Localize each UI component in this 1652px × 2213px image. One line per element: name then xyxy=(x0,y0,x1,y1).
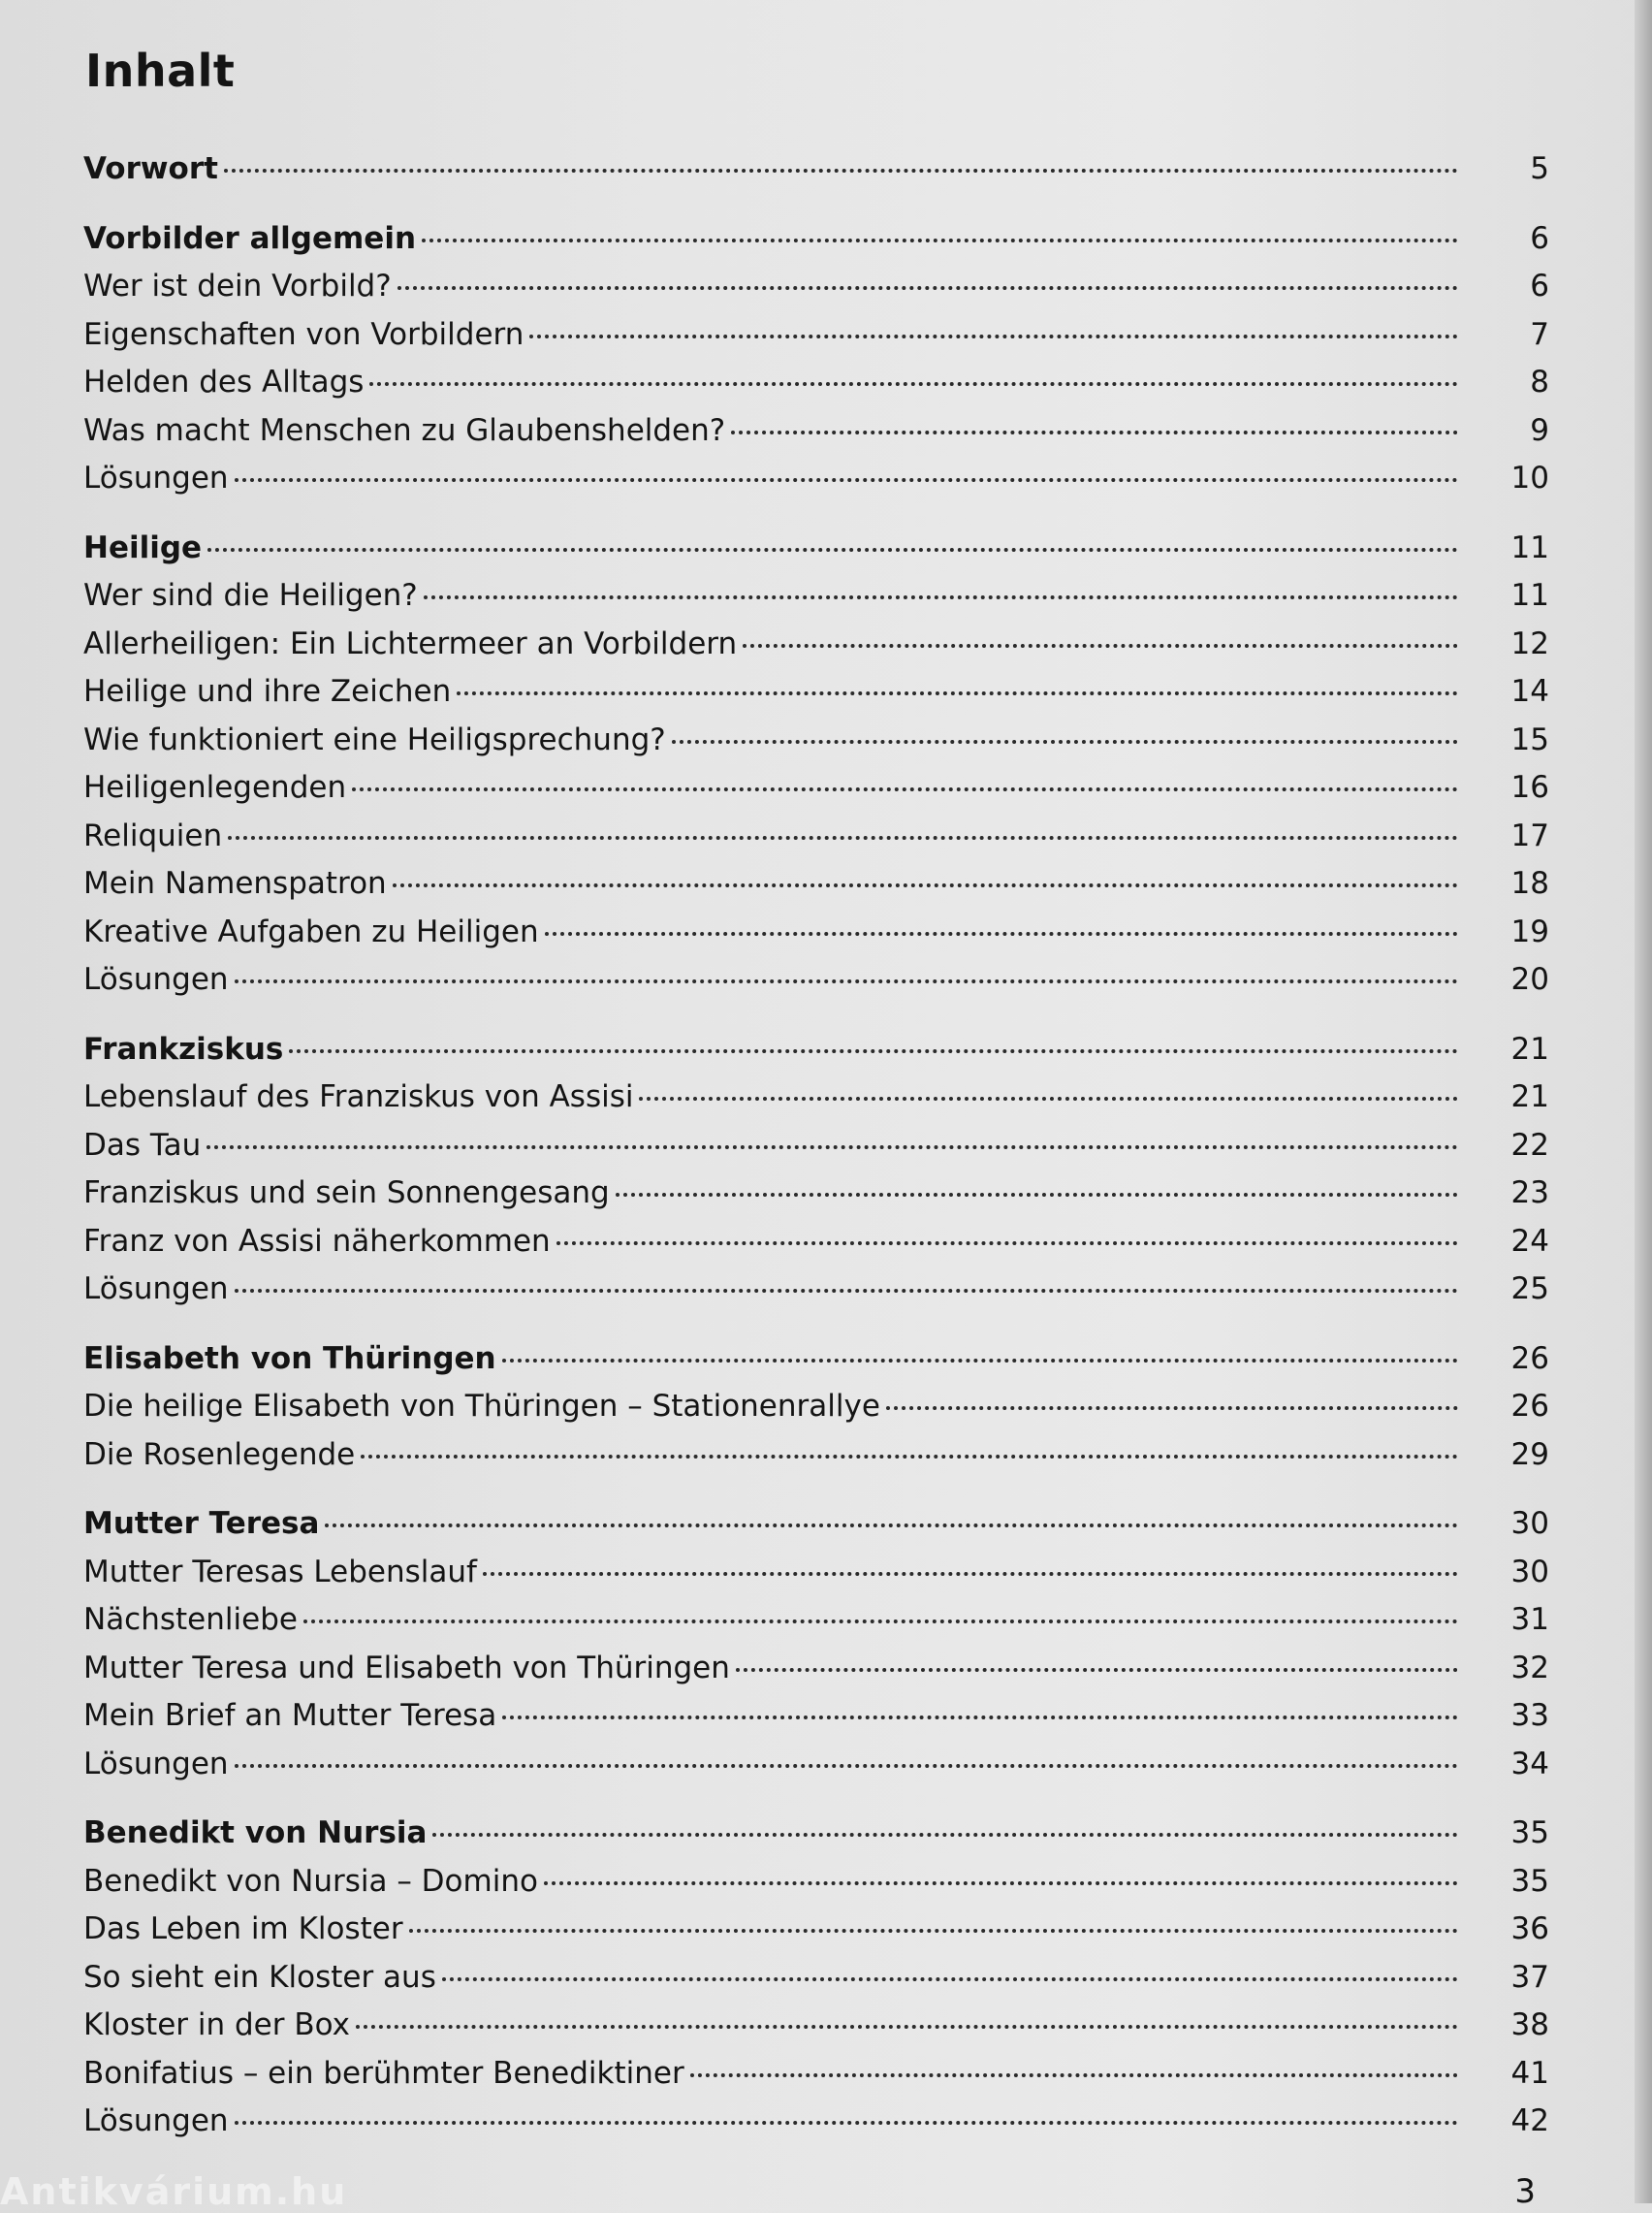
dot-leader xyxy=(442,1977,1458,1981)
toc-entry xyxy=(83,1741,1549,1789)
watermark: Antikvárium.hu xyxy=(0,2170,348,2213)
dot-leader xyxy=(690,2073,1458,2077)
toc-entry-label: Lösungen xyxy=(83,1271,229,1306)
dot-leader xyxy=(502,1716,1458,1719)
dot-leader xyxy=(639,1097,1458,1101)
toc-page-number: 34 xyxy=(1510,1746,1549,1781)
toc-page-number: 11 xyxy=(1510,529,1549,565)
toc-entry-label: Die heilige Elisabeth von Thüringen – Stationenrallye xyxy=(83,1389,880,1424)
toc-page-number: 16 xyxy=(1510,770,1549,805)
toc-page-number: 21 xyxy=(1510,1079,1549,1114)
table-of-contents xyxy=(83,145,1549,2167)
toc-page-number: 5 xyxy=(1530,151,1549,186)
toc-entry-label: Helden des Alltags xyxy=(83,365,365,400)
toc-section-heading xyxy=(83,1500,1549,1549)
toc-page-number: 37 xyxy=(1510,1959,1549,1995)
toc-entry-label: Lösungen xyxy=(83,461,229,496)
toc-page-number: 30 xyxy=(1510,1506,1549,1541)
dot-leader xyxy=(369,382,1458,386)
dot-leader xyxy=(235,478,1458,482)
toc-entry-label: Das Leben im Kloster xyxy=(83,1911,403,1946)
dot-leader xyxy=(457,691,1458,695)
dot-leader xyxy=(556,1241,1458,1245)
toc-page-number: 35 xyxy=(1510,1863,1549,1899)
toc-page-number: 12 xyxy=(1510,625,1549,661)
toc-entry-label: Mein Brief an Mutter Teresa xyxy=(83,1698,497,1733)
toc-page-number: 33 xyxy=(1510,1698,1549,1733)
toc-entry-label: Wer sind die Heiligen? xyxy=(83,578,418,613)
dot-leader xyxy=(235,1764,1458,1768)
toc-page-number: 6 xyxy=(1530,269,1549,304)
toc-entry xyxy=(83,909,1549,957)
toc-entry-label: Kreative Aufgaben zu Heiligen xyxy=(83,914,539,949)
dot-leader xyxy=(483,1572,1458,1576)
toc-page-number: 29 xyxy=(1510,1436,1549,1472)
toc-entry xyxy=(83,407,1549,456)
dot-leader xyxy=(544,1881,1458,1885)
dot-leader xyxy=(545,932,1458,936)
toc-entry-label: Kloster in der Box xyxy=(83,2007,350,2042)
toc-section-heading xyxy=(83,145,1549,194)
page-number: 3 xyxy=(1514,2172,1536,2211)
dot-leader xyxy=(356,2025,1458,2029)
toc-page-number: 41 xyxy=(1510,2055,1549,2091)
toc-heading-label: Vorwort xyxy=(83,151,218,186)
toc-page-number: 25 xyxy=(1510,1271,1549,1306)
toc-entry-label: Was macht Menschen zu Glaubenshelden? xyxy=(83,412,726,448)
toc-entry-label: Lösungen xyxy=(83,962,229,997)
dot-leader xyxy=(502,1359,1458,1363)
toc-entry xyxy=(83,2050,1549,2099)
dot-leader xyxy=(731,431,1458,434)
toc-entry xyxy=(83,668,1549,717)
toc-entry xyxy=(83,1692,1549,1741)
toc-entry xyxy=(83,2098,1549,2146)
toc-page-number: 22 xyxy=(1510,1127,1549,1163)
toc-page-number: 8 xyxy=(1530,365,1549,400)
toc-page-number: 26 xyxy=(1510,1340,1549,1376)
toc-section xyxy=(83,145,1549,194)
dot-leader xyxy=(736,1668,1458,1672)
toc-entry xyxy=(83,1431,1549,1480)
dot-leader xyxy=(303,1620,1458,1623)
dot-leader xyxy=(529,335,1458,338)
toc-page-number: 15 xyxy=(1510,722,1549,757)
toc-entry-label: Eigenschaften von Vorbildern xyxy=(83,316,524,352)
page-edge-shadow xyxy=(1635,0,1652,2203)
dot-leader xyxy=(361,1455,1458,1459)
dot-leader xyxy=(235,979,1458,983)
toc-entry xyxy=(83,311,1549,360)
toc-entry xyxy=(83,1170,1549,1218)
toc-entry-label: Mutter Teresa und Elisabeth von Thüringen xyxy=(83,1650,730,1685)
toc-page-number: 21 xyxy=(1510,1031,1549,1067)
dot-leader xyxy=(672,740,1458,744)
toc-entry-label: Heiligenlegenden xyxy=(83,770,347,805)
toc-entry xyxy=(83,1266,1549,1314)
dot-leader xyxy=(616,1193,1458,1197)
dot-leader xyxy=(432,1833,1458,1837)
toc-entry xyxy=(83,860,1549,909)
toc-entry xyxy=(83,621,1549,669)
toc-section-heading xyxy=(83,1335,1549,1384)
toc-heading-label: Heilige xyxy=(83,529,203,565)
toc-entry-label: Franziskus und sein Sonnengesang xyxy=(83,1175,610,1210)
toc-heading-label: Frankziskus xyxy=(83,1031,284,1067)
toc-page-number: 32 xyxy=(1510,1650,1549,1685)
toc-entry xyxy=(83,2002,1549,2050)
toc-section-heading xyxy=(83,525,1549,573)
toc-page-number: 24 xyxy=(1510,1223,1549,1259)
toc-section xyxy=(83,215,1549,503)
dot-leader xyxy=(224,169,1458,173)
toc-entry xyxy=(83,717,1549,765)
toc-entry-label: Wie funktioniert eine Heiligsprechung? xyxy=(83,722,666,757)
toc-entry-label: Bonifatius – ein berühmter Benediktiner xyxy=(83,2055,684,2091)
toc-section-heading xyxy=(83,1026,1549,1074)
dot-leader xyxy=(228,836,1458,840)
toc-entry xyxy=(83,455,1549,503)
toc-entry xyxy=(83,359,1549,407)
toc-entry xyxy=(83,1383,1549,1431)
dot-leader xyxy=(424,595,1458,599)
toc-heading-label: Vorbilder allgemein xyxy=(83,220,417,256)
toc-page-number: 38 xyxy=(1510,2007,1549,2042)
toc-page-number: 42 xyxy=(1510,2103,1549,2138)
toc-page-number: 10 xyxy=(1510,461,1549,496)
toc-heading-label: Elisabeth von Thüringen xyxy=(83,1340,496,1376)
toc-entry xyxy=(83,1074,1549,1122)
toc-entry xyxy=(83,956,1549,1005)
toc-entry xyxy=(83,1954,1549,2003)
toc-section xyxy=(83,1335,1549,1480)
dot-leader xyxy=(235,1289,1458,1293)
toc-entry xyxy=(83,1122,1549,1171)
toc-page-number: 26 xyxy=(1510,1389,1549,1424)
toc-page-number: 19 xyxy=(1510,914,1549,949)
toc-entry xyxy=(83,1645,1549,1693)
dot-leader xyxy=(886,1406,1458,1410)
page-title: Inhalt xyxy=(85,45,236,97)
toc-entry-label: Reliquien xyxy=(83,818,223,853)
dot-leader xyxy=(422,239,1458,242)
toc-section-heading xyxy=(83,1810,1549,1858)
toc-heading-label: Mutter Teresa xyxy=(83,1506,320,1541)
toc-page-number: 11 xyxy=(1510,578,1549,613)
dot-leader xyxy=(207,548,1458,552)
toc-page-number: 6 xyxy=(1530,220,1549,256)
toc-page-number: 35 xyxy=(1510,1815,1549,1850)
toc-entry-label: So sieht ein Kloster aus xyxy=(83,1959,436,1995)
toc-entry-label: Allerheiligen: Ein Lichtermeer an Vorbildern xyxy=(83,625,738,661)
dot-leader xyxy=(206,1145,1458,1149)
toc-entry-label: Heilige und ihre Zeichen xyxy=(83,674,452,709)
toc-entry-label: Lebenslauf des Franziskus von Assisi xyxy=(83,1079,634,1114)
toc-page-number: 7 xyxy=(1530,316,1549,352)
toc-entry xyxy=(83,1596,1549,1645)
toc-page-number: 36 xyxy=(1510,1911,1549,1946)
toc-entry xyxy=(83,813,1549,861)
dot-leader xyxy=(325,1523,1458,1527)
toc-entry xyxy=(83,572,1549,621)
toc-page-number: 17 xyxy=(1510,818,1549,853)
toc-page-number: 14 xyxy=(1510,674,1549,709)
dot-leader xyxy=(352,787,1458,791)
toc-entry-label: Lösungen xyxy=(83,1746,229,1781)
toc-entry-label: Wer ist dein Vorbild? xyxy=(83,269,392,304)
toc-entry xyxy=(83,1858,1549,1907)
toc-section xyxy=(83,525,1549,1005)
toc-section-heading xyxy=(83,215,1549,264)
dot-leader xyxy=(743,644,1458,648)
dot-leader xyxy=(235,2121,1458,2125)
toc-entry xyxy=(83,1549,1549,1597)
dot-leader xyxy=(397,286,1458,290)
toc-entry xyxy=(83,263,1549,311)
toc-page-number: 18 xyxy=(1510,866,1549,901)
toc-entry xyxy=(83,764,1549,813)
toc-heading-label: Benedikt von Nursia xyxy=(83,1815,428,1850)
toc-entry xyxy=(83,1906,1549,1954)
toc-entry-label: Mutter Teresas Lebenslauf xyxy=(83,1554,477,1589)
toc-section xyxy=(83,1810,1549,2146)
toc-page-number: 23 xyxy=(1510,1175,1549,1210)
toc-entry-label: Mein Namenspatron xyxy=(83,866,387,901)
toc-entry-label: Benedikt von Nursia – Domino xyxy=(83,1863,538,1899)
toc-entry-label: Nächstenliebe xyxy=(83,1602,298,1637)
toc-page-number: 30 xyxy=(1510,1554,1549,1589)
toc-entry-label: Franz von Assisi näherkommen xyxy=(83,1223,551,1259)
dot-leader xyxy=(409,1929,1458,1933)
toc-section xyxy=(83,1500,1549,1788)
toc-entry xyxy=(83,1218,1549,1267)
toc-section xyxy=(83,1026,1549,1314)
toc-entry-label: Das Tau xyxy=(83,1127,202,1163)
dot-leader xyxy=(393,883,1458,887)
toc-entry-label: Lösungen xyxy=(83,2103,229,2138)
toc-entry-label: Die Rosenlegende xyxy=(83,1436,356,1472)
dot-leader xyxy=(289,1049,1458,1053)
toc-page-number: 9 xyxy=(1530,412,1549,448)
toc-page-number: 20 xyxy=(1510,962,1549,997)
toc-page-number: 31 xyxy=(1510,1602,1549,1637)
